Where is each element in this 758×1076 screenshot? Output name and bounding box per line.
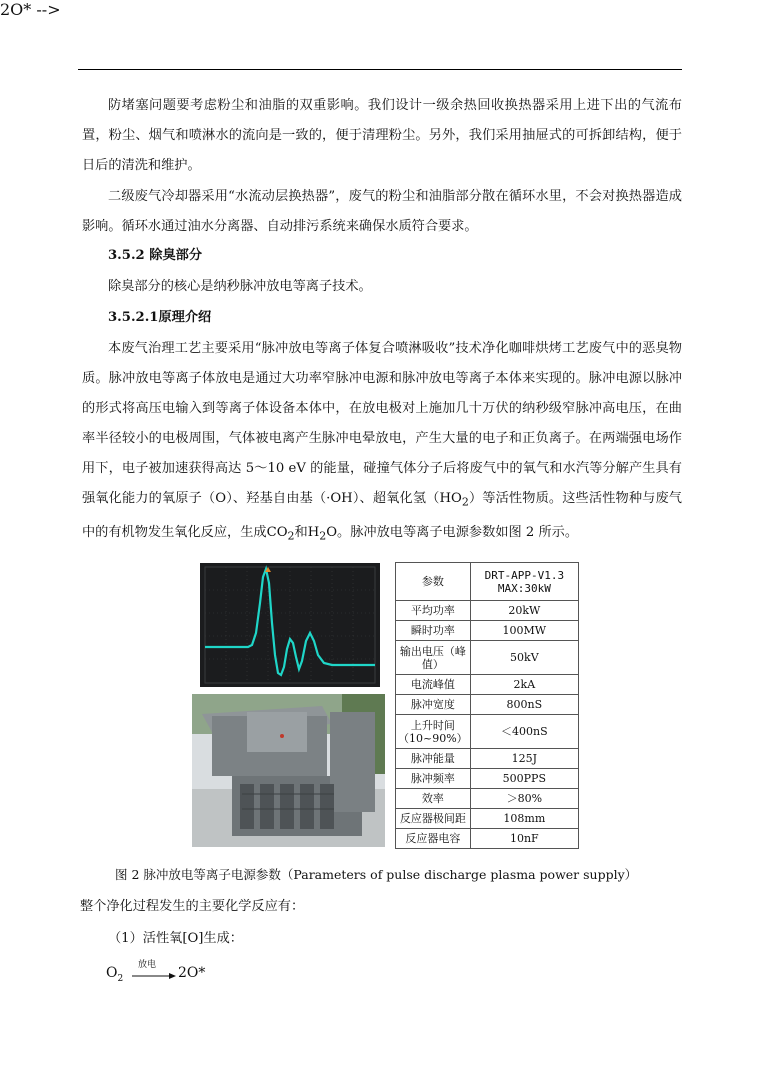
reaction-intro: 整个净化过程发生的主要化学反应有： [80, 899, 305, 914]
equation-arrow-label: 放电 [138, 960, 157, 970]
equation-rhs: 2O* [178, 965, 206, 981]
table-row: 反应器电容 10nF [396, 829, 579, 849]
equation-arrow-icon [132, 972, 176, 980]
equation-lhs: $O_2$ [106, 965, 124, 984]
power-supply-parameter-table [395, 562, 579, 849]
table-row: 瞬时功率 100MW [396, 621, 579, 641]
paragraph-anti-clog: 防堵塞问题要考虑粉尘和油脂的双重影响。我们设计一级余热回收换热器采用上进下出的气流布置，粉尘、烟气和喷淋水的流向是一致的，便于清理粉尘。另外，我们采用抽屉式的可拆卸结构，便于日后的清洗和维护。 [82, 98, 682, 173]
figure-caption: 图 2 脉冲放电等离子电源参数（Parameters of pulse discharge plasma power supply） [115, 867, 638, 882]
section-heading-3-5-2-1: 3.5.2.1原理介绍 [108, 310, 212, 325]
power-supply-equipment-photo [192, 694, 385, 847]
table-row: 平均功率 20kW [396, 601, 579, 621]
table-row: 效率 ＞80% [396, 789, 579, 809]
header-rule [78, 69, 682, 70]
list-item-active-oxygen: （1）活性氧[O]生成： [108, 931, 243, 946]
paragraph-deodorization: 除臭部分的核心是纳秒脉冲放电等离子技术。 [108, 279, 372, 294]
table-row: 脉冲频率 500PPS [396, 769, 579, 789]
section-heading-3-5-2: 3.5.2 除臭部分 [108, 248, 203, 263]
table-row: 输出电压（峰值） 50kV [396, 641, 579, 675]
table-row: 电流峰值 2kA [396, 675, 579, 695]
paragraph-secondary-cooler: 二级废气冷却器采用“水流动层换热器”，废气的粉尘和油脂部分散在循环水里，不会对换热器造成影响。循环水通过油水分离器、自动排污系统来确保水质符合要求。 [82, 189, 682, 234]
table-row: 反应器极间距 108mm [396, 809, 579, 829]
table-row: 脉冲能量 125J [396, 749, 579, 769]
table-header-model: DRT-APP-V1.3 MAX:30kW [470, 563, 578, 601]
equation-oxygen-discharge [106, 960, 236, 986]
table-row: 脉冲宽度 800nS [396, 695, 579, 715]
oscilloscope-waveform-image [200, 563, 380, 687]
table-header-parameter: 参数 [396, 563, 471, 601]
paragraph-principle: 本废气治理工艺主要采用“脉冲放电等离子体复合喷淋吸收”技术净化咖啡烘烤工艺废气中的恶臭物质。脉冲放电等离子体放电是通过大功率窄脉冲电源和脉冲放电等离子本体来实现的。脉冲电源以脉冲的形式将高压电输入到等离子体设备本体中，在放电极对上施加几十万伏的纳秒级窄脉冲高电压，在曲率半径较小的电极周围，气体被电离产生脉冲电晕放电，产生大量的电子和正负离子。在两端强电场作用下，电子被加速获得高达 5～10 eV 的能量，碰撞气体分子后将废气中的氧气和水汽等分解产生具有强氧化能力的氧原子（O）、羟基自由基（·OH）、超氧化氢$(HO_2)$等活性物质。这些活性物种与废气中的有机物发生氧化反应，生成$CO_2$和$H_2O$。脉冲放电等离子电源参数如图 2 所示。 [82, 341, 682, 543]
table-row: 上升时间（10~90%） ＜400nS [396, 715, 579, 749]
